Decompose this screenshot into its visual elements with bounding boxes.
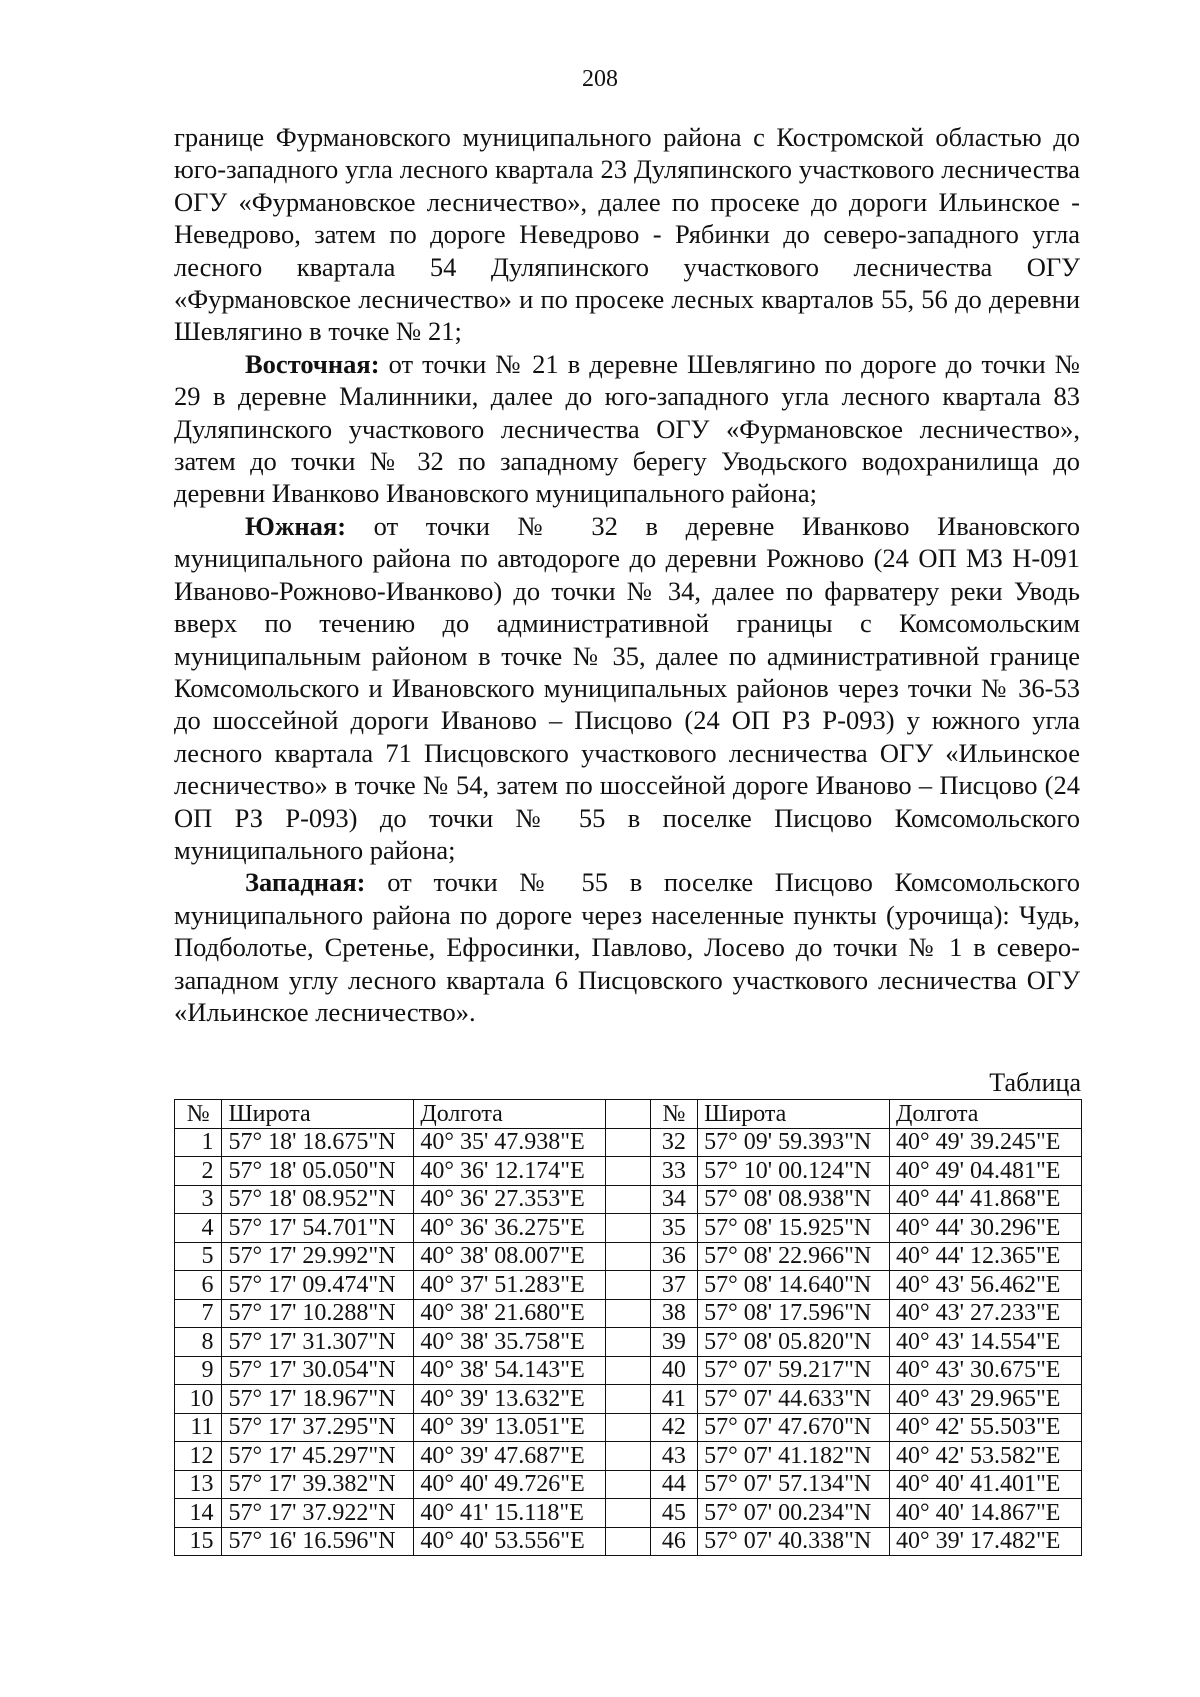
table-row	[175, 1242, 1082, 1271]
south-label: Южная:	[245, 510, 347, 541]
table-row	[175, 1356, 1082, 1385]
point-number-cell: 34	[650, 1185, 697, 1214]
coordinates-table	[174, 1099, 1082, 1556]
table-body	[175, 1128, 1082, 1556]
spacer-cell	[606, 1157, 650, 1186]
longitude-cell: 40° 40' 53.556"E	[414, 1527, 606, 1556]
point-number-cell: 44	[650, 1470, 697, 1499]
latitude-cell: 57° 17' 39.382"N	[222, 1470, 414, 1499]
longitude-cell: 40° 35' 47.938"E	[414, 1128, 606, 1157]
point-number-cell: 4	[175, 1214, 222, 1243]
table-row	[175, 1385, 1082, 1414]
spacer-cell	[606, 1356, 650, 1385]
table-row	[175, 1185, 1082, 1214]
latitude-cell: 57° 17' 30.054"N	[222, 1356, 414, 1385]
longitude-cell: 40° 44' 41.868"E	[890, 1185, 1082, 1214]
point-number-cell: 32	[650, 1128, 697, 1157]
table-header-row	[175, 1100, 1082, 1129]
point-number-cell: 38	[650, 1299, 697, 1328]
latitude-cell: 57° 08' 08.938"N	[698, 1185, 890, 1214]
table-row	[175, 1442, 1082, 1471]
latitude-cell: 57° 17' 54.701"N	[222, 1214, 414, 1243]
longitude-cell: 40° 43' 29.965"E	[890, 1385, 1082, 1414]
spacer-cell	[606, 1442, 650, 1471]
spacer-cell	[606, 1328, 650, 1357]
longitude-cell: 40° 39' 13.051"E	[414, 1413, 606, 1442]
spacer-cell	[606, 1185, 650, 1214]
spacer-cell	[606, 1242, 650, 1271]
longitude-cell: 40° 44' 30.296"E	[890, 1214, 1082, 1243]
latitude-cell: 57° 07' 41.182"N	[698, 1442, 890, 1471]
latitude-cell: 57° 17' 31.307"N	[222, 1328, 414, 1357]
longitude-cell: 40° 43' 30.675"E	[890, 1356, 1082, 1385]
table-row	[175, 1470, 1082, 1499]
spacer-cell	[606, 1413, 650, 1442]
latitude-cell: 57° 17' 45.297"N	[222, 1442, 414, 1471]
header-lon: Долгота	[890, 1100, 1082, 1129]
longitude-cell: 40° 42' 53.582"E	[890, 1442, 1082, 1471]
point-number-cell: 45	[650, 1499, 697, 1528]
latitude-cell: 57° 08' 05.820"N	[698, 1328, 890, 1357]
point-number-cell: 40	[650, 1356, 697, 1385]
longitude-cell: 40° 39' 47.687"E	[414, 1442, 606, 1471]
longitude-cell: 40° 38' 35.758"E	[414, 1328, 606, 1357]
spacer-cell	[606, 1299, 650, 1328]
latitude-cell: 57° 18' 05.050"N	[222, 1157, 414, 1186]
table-row	[175, 1328, 1082, 1357]
latitude-cell: 57° 07' 44.633"N	[698, 1385, 890, 1414]
longitude-cell: 40° 39' 13.632"E	[414, 1385, 606, 1414]
point-number-cell: 2	[175, 1157, 222, 1186]
latitude-cell: 57° 08' 14.640"N	[698, 1271, 890, 1300]
page-number: 208	[582, 66, 618, 92]
document-body	[174, 121, 1080, 1028]
latitude-cell: 57° 08' 17.596"N	[698, 1299, 890, 1328]
latitude-cell: 57° 17' 29.992"N	[222, 1242, 414, 1271]
point-number-cell: 12	[175, 1442, 222, 1471]
paragraph-north-continued: границе Фурмановского муниципального района с Костромской областью до юго-западного угла лесного квартала 23 Дуляпинского участкового лесничества ОГУ «Фурмановское лесничество», далее по просеке до дороги Ильинское - Неведрово, затем по дороге Неведрово - Рябинки до северо-западного угла лесного квартала 54 Дуляпинского участкового лесничества ОГУ «Фурмановское лесничество» и по просеке лесных кварталов 55, 56 до деревни Шевлягино в точке № 21;	[174, 122, 1080, 347]
west-text: от точки № 55 в поселке Писцово Комсомольского муниципального района по дороге через населенные пункты (урочища): Чудь, Подболотье, Сретенье, Ефросинки, Павлово, Лосево до точки № 1 в северо-западном углу лесного квартала 6 Писцовского участкового лесничества ОГУ «Ильинское лесничество».	[174, 867, 1080, 1027]
table-row	[175, 1271, 1082, 1300]
longitude-cell: 40° 43' 27.233"E	[890, 1299, 1082, 1328]
header-num: №	[175, 1100, 222, 1129]
longitude-cell: 40° 40' 49.726"E	[414, 1470, 606, 1499]
table-row	[175, 1499, 1082, 1528]
paragraph-east	[174, 348, 1080, 510]
longitude-cell: 40° 43' 56.462"E	[890, 1271, 1082, 1300]
latitude-cell: 57° 07' 40.338"N	[698, 1527, 890, 1556]
point-number-cell: 41	[650, 1385, 697, 1414]
point-number-cell: 14	[175, 1499, 222, 1528]
point-number-cell: 43	[650, 1442, 697, 1471]
latitude-cell: 57° 07' 57.134"N	[698, 1470, 890, 1499]
point-number-cell: 10	[175, 1385, 222, 1414]
table-row	[175, 1157, 1082, 1186]
longitude-cell: 40° 36' 27.353"E	[414, 1185, 606, 1214]
point-number-cell: 5	[175, 1242, 222, 1271]
longitude-cell: 40° 38' 21.680"E	[414, 1299, 606, 1328]
table-row	[175, 1413, 1082, 1442]
longitude-cell: 40° 40' 14.867"E	[890, 1499, 1082, 1528]
latitude-cell: 57° 07' 59.217"N	[698, 1356, 890, 1385]
spacer-cell	[606, 1214, 650, 1243]
spacer-cell	[606, 1470, 650, 1499]
header-lat: Широта	[222, 1100, 414, 1129]
header-spacer	[606, 1100, 650, 1129]
longitude-cell: 40° 36' 36.275"E	[414, 1214, 606, 1243]
table-row	[175, 1128, 1082, 1157]
spacer-cell	[606, 1271, 650, 1300]
table-caption: Таблица	[989, 1068, 1081, 1097]
point-number-cell: 15	[175, 1527, 222, 1556]
point-number-cell: 39	[650, 1328, 697, 1357]
latitude-cell: 57° 17' 09.474"N	[222, 1271, 414, 1300]
latitude-cell: 57° 08' 15.925"N	[698, 1214, 890, 1243]
header-num: №	[650, 1100, 697, 1129]
table-row	[175, 1299, 1082, 1328]
point-number-cell: 3	[175, 1185, 222, 1214]
latitude-cell: 57° 17' 10.288"N	[222, 1299, 414, 1328]
latitude-cell: 57° 18' 18.675"N	[222, 1128, 414, 1157]
spacer-cell	[606, 1527, 650, 1556]
longitude-cell: 40° 38' 54.143"E	[414, 1356, 606, 1385]
point-number-cell: 46	[650, 1527, 697, 1556]
latitude-cell: 57° 07' 47.670"N	[698, 1413, 890, 1442]
paragraph-west	[174, 866, 1080, 1028]
longitude-cell: 40° 49' 04.481"E	[890, 1157, 1082, 1186]
longitude-cell: 40° 38' 08.007"E	[414, 1242, 606, 1271]
point-number-cell: 7	[175, 1299, 222, 1328]
longitude-cell: 40° 41' 15.118"E	[414, 1499, 606, 1528]
header-lat: Широта	[698, 1100, 890, 1129]
point-number-cell: 42	[650, 1413, 697, 1442]
latitude-cell: 57° 17' 37.295"N	[222, 1413, 414, 1442]
longitude-cell: 40° 43' 14.554"E	[890, 1328, 1082, 1357]
point-number-cell: 1	[175, 1128, 222, 1157]
latitude-cell: 57° 16' 16.596"N	[222, 1527, 414, 1556]
paragraph-south	[174, 510, 1080, 866]
table-row	[175, 1214, 1082, 1243]
point-number-cell: 11	[175, 1413, 222, 1442]
point-number-cell: 37	[650, 1271, 697, 1300]
east-label: Восточная:	[245, 348, 380, 379]
latitude-cell: 57° 10' 00.124"N	[698, 1157, 890, 1186]
spacer-cell	[606, 1385, 650, 1414]
longitude-cell: 40° 36' 12.174"E	[414, 1157, 606, 1186]
spacer-cell	[606, 1499, 650, 1528]
longitude-cell: 40° 49' 39.245"E	[890, 1128, 1082, 1157]
point-number-cell: 8	[175, 1328, 222, 1357]
latitude-cell: 57° 07' 00.234"N	[698, 1499, 890, 1528]
longitude-cell: 40° 37' 51.283"E	[414, 1271, 606, 1300]
header-lon: Долгота	[414, 1100, 606, 1129]
spacer-cell	[606, 1128, 650, 1157]
table-row	[175, 1527, 1082, 1556]
point-number-cell: 35	[650, 1214, 697, 1243]
latitude-cell: 57° 18' 08.952"N	[222, 1185, 414, 1214]
point-number-cell: 36	[650, 1242, 697, 1271]
point-number-cell: 33	[650, 1157, 697, 1186]
point-number-cell: 13	[175, 1470, 222, 1499]
longitude-cell: 40° 39' 17.482"E	[890, 1527, 1082, 1556]
latitude-cell: 57° 08' 22.966"N	[698, 1242, 890, 1271]
longitude-cell: 40° 42' 55.503"E	[890, 1413, 1082, 1442]
point-number-cell: 6	[175, 1271, 222, 1300]
longitude-cell: 40° 40' 41.401"E	[890, 1470, 1082, 1499]
east-text: от точки № 21 в деревне Шевлягино по дороге до точки № 29 в деревне Малинники, далее до юго-западного угла лесного квартала 83 Дуляпинского участкового лесничества ОГУ «Фурмановское лесничество», затем до точки № 32 по западному берегу Уводьского водохранилища до деревни Иванково Ивановского муниципального района;	[174, 348, 1080, 509]
south-text: от точки № 32 в деревне Иванково Ивановского муниципального района по автодороге до деревни Рожново (24 ОП МЗ Н-091 Иваново-Рожново-Иванково) до точки № 34, далее по фарватеру реки Уводь вверх по течению до административной границы с Комсомольским муниципальным районом в точке № 35, далее по административной границе Комсомольского и Ивановского муниципальных районов через точки № 36-53 до шоссейной дороги Иваново – Писцово (24 ОП РЗ Р-093) у южного угла лесного квартала 71 Писцовского участкового лесничества ОГУ «Ильинское лесничество» в точке № 54, затем по шоссейной дороге Иваново – Писцово (24 ОП РЗ Р-093) до точки № 55 в поселке Писцово Комсомольского муниципального района;	[174, 510, 1080, 865]
latitude-cell: 57° 17' 18.967"N	[222, 1385, 414, 1414]
latitude-cell: 57° 09' 59.393"N	[698, 1128, 890, 1157]
point-number-cell: 9	[175, 1356, 222, 1385]
west-label: Западная:	[245, 867, 366, 898]
longitude-cell: 40° 44' 12.365"E	[890, 1242, 1082, 1271]
latitude-cell: 57° 17' 37.922"N	[222, 1499, 414, 1528]
